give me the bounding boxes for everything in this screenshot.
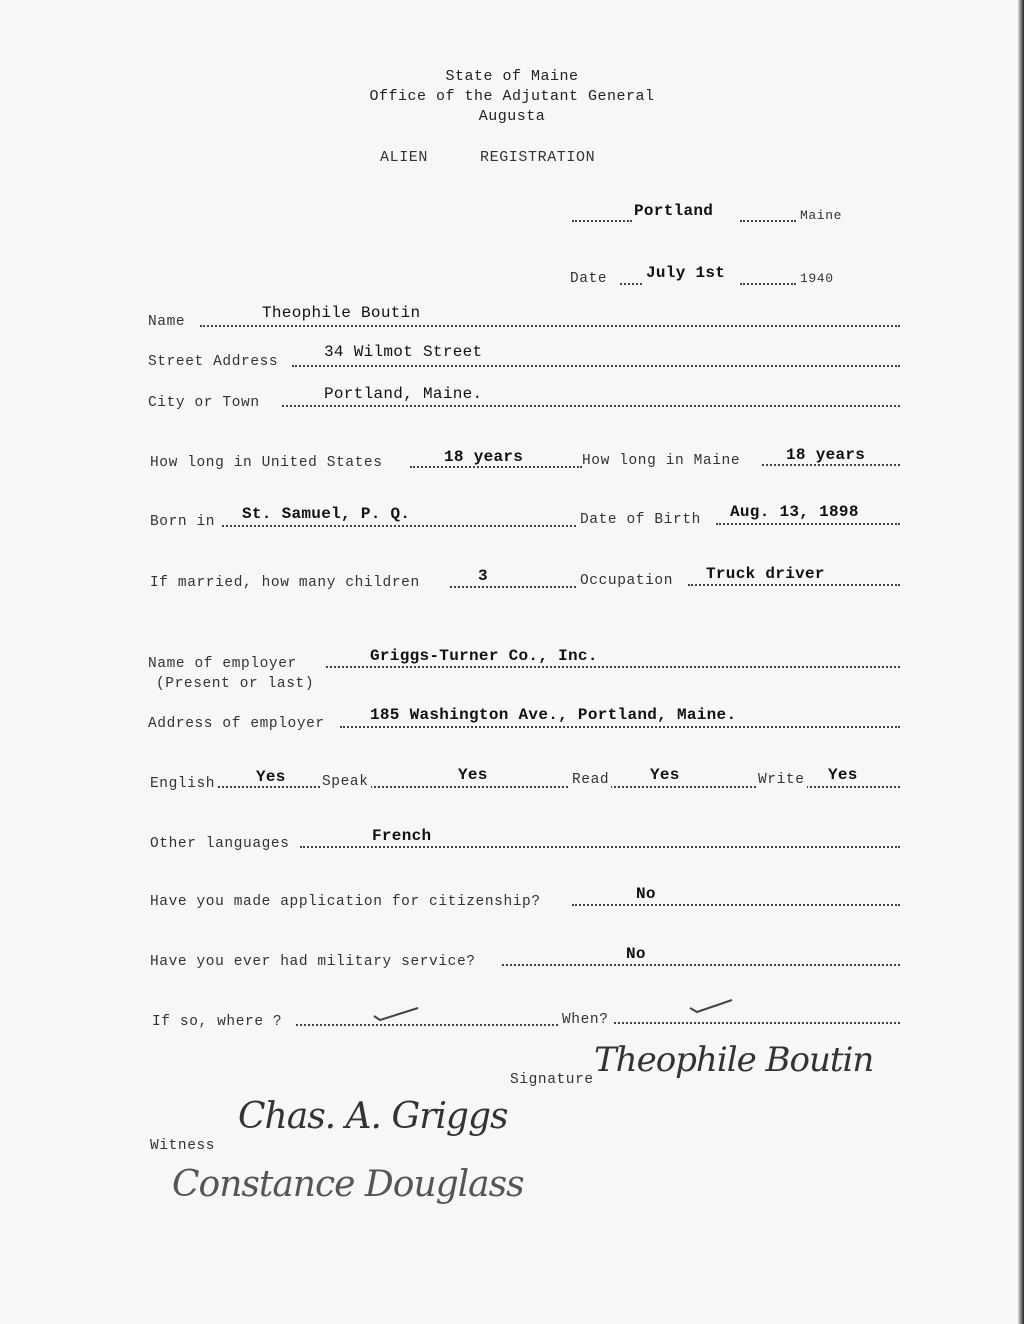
dob-value: Aug. 13, 1898 — [730, 503, 859, 521]
title-alien: ALIEN — [380, 149, 429, 166]
english-value: Yes — [256, 768, 286, 786]
occupation-value: Truck driver — [706, 565, 825, 583]
header-state: State of Maine — [445, 68, 579, 85]
place-state: Maine — [800, 208, 843, 223]
employer-value: Griggs-Turner Co., Inc. — [370, 647, 598, 665]
citizenship-label: Have you made application for citizenship? — [150, 894, 541, 910]
children-value: 3 — [478, 567, 488, 585]
witness-label: Witness — [150, 1138, 216, 1154]
write-value: Yes — [828, 766, 858, 784]
date-year: 1940 — [800, 271, 834, 286]
us-label: How long in United States — [150, 455, 383, 471]
me-label: How long in Maine — [582, 453, 741, 469]
employer-sublabel: (Present or last) — [156, 676, 315, 692]
employer-address-value: 185 Washington Ave., Portland, Maine. — [370, 706, 737, 724]
city-label: City or Town — [148, 395, 260, 411]
checkmark-where-icon — [372, 1002, 422, 1022]
read-value: Yes — [650, 766, 680, 784]
children-label: If married, how many children — [150, 575, 420, 591]
header-city: Augusta — [478, 108, 546, 125]
speak-value: Yes — [458, 766, 488, 784]
signature-label: Signature — [510, 1072, 594, 1088]
street-value: 34 Wilmot Street — [324, 343, 483, 361]
read-label: Read — [572, 772, 610, 788]
date-value: July 1st — [646, 264, 726, 282]
checkmark-when-icon — [688, 996, 738, 1016]
military-label: Have you ever had military service? — [150, 954, 476, 970]
write-label: Write — [758, 772, 805, 788]
citizenship-value: No — [636, 885, 656, 903]
city-value: Portland, Maine. — [324, 385, 483, 403]
street-label: Street Address — [148, 354, 279, 370]
languages-value: French — [372, 827, 432, 845]
witness-signature-1: Chas. A. Griggs — [238, 1096, 508, 1137]
military-value: No — [626, 945, 646, 963]
name-value: Theophile Boutin — [262, 304, 421, 322]
us-value: 18 years — [444, 448, 524, 466]
scan-edge — [1018, 0, 1024, 1324]
english-label: English — [150, 776, 216, 792]
witness-signature-2: Constance Douglass — [172, 1164, 524, 1205]
occupation-label: Occupation — [580, 573, 674, 589]
me-value: 18 years — [786, 446, 866, 464]
signature-value: Theophile Boutin — [594, 1040, 874, 1080]
where-label: If so, where ? — [152, 1014, 283, 1030]
when-label: When? — [562, 1012, 609, 1028]
languages-label: Other languages — [150, 836, 290, 852]
speak-label: Speak — [322, 774, 369, 790]
born-value: St. Samuel, P. Q. — [242, 505, 411, 523]
title-registration: REGISTRATION — [480, 149, 596, 166]
name-label: Name — [148, 314, 186, 330]
born-label: Born in — [150, 514, 216, 530]
employer-label: Name of employer — [148, 656, 297, 672]
place-city: Portland — [634, 202, 714, 220]
dob-label: Date of Birth — [580, 512, 701, 528]
employer-address-label: Address of employer — [148, 716, 325, 732]
date-label: Date — [570, 271, 608, 287]
header-office: Office of the Adjutant General — [369, 88, 655, 105]
